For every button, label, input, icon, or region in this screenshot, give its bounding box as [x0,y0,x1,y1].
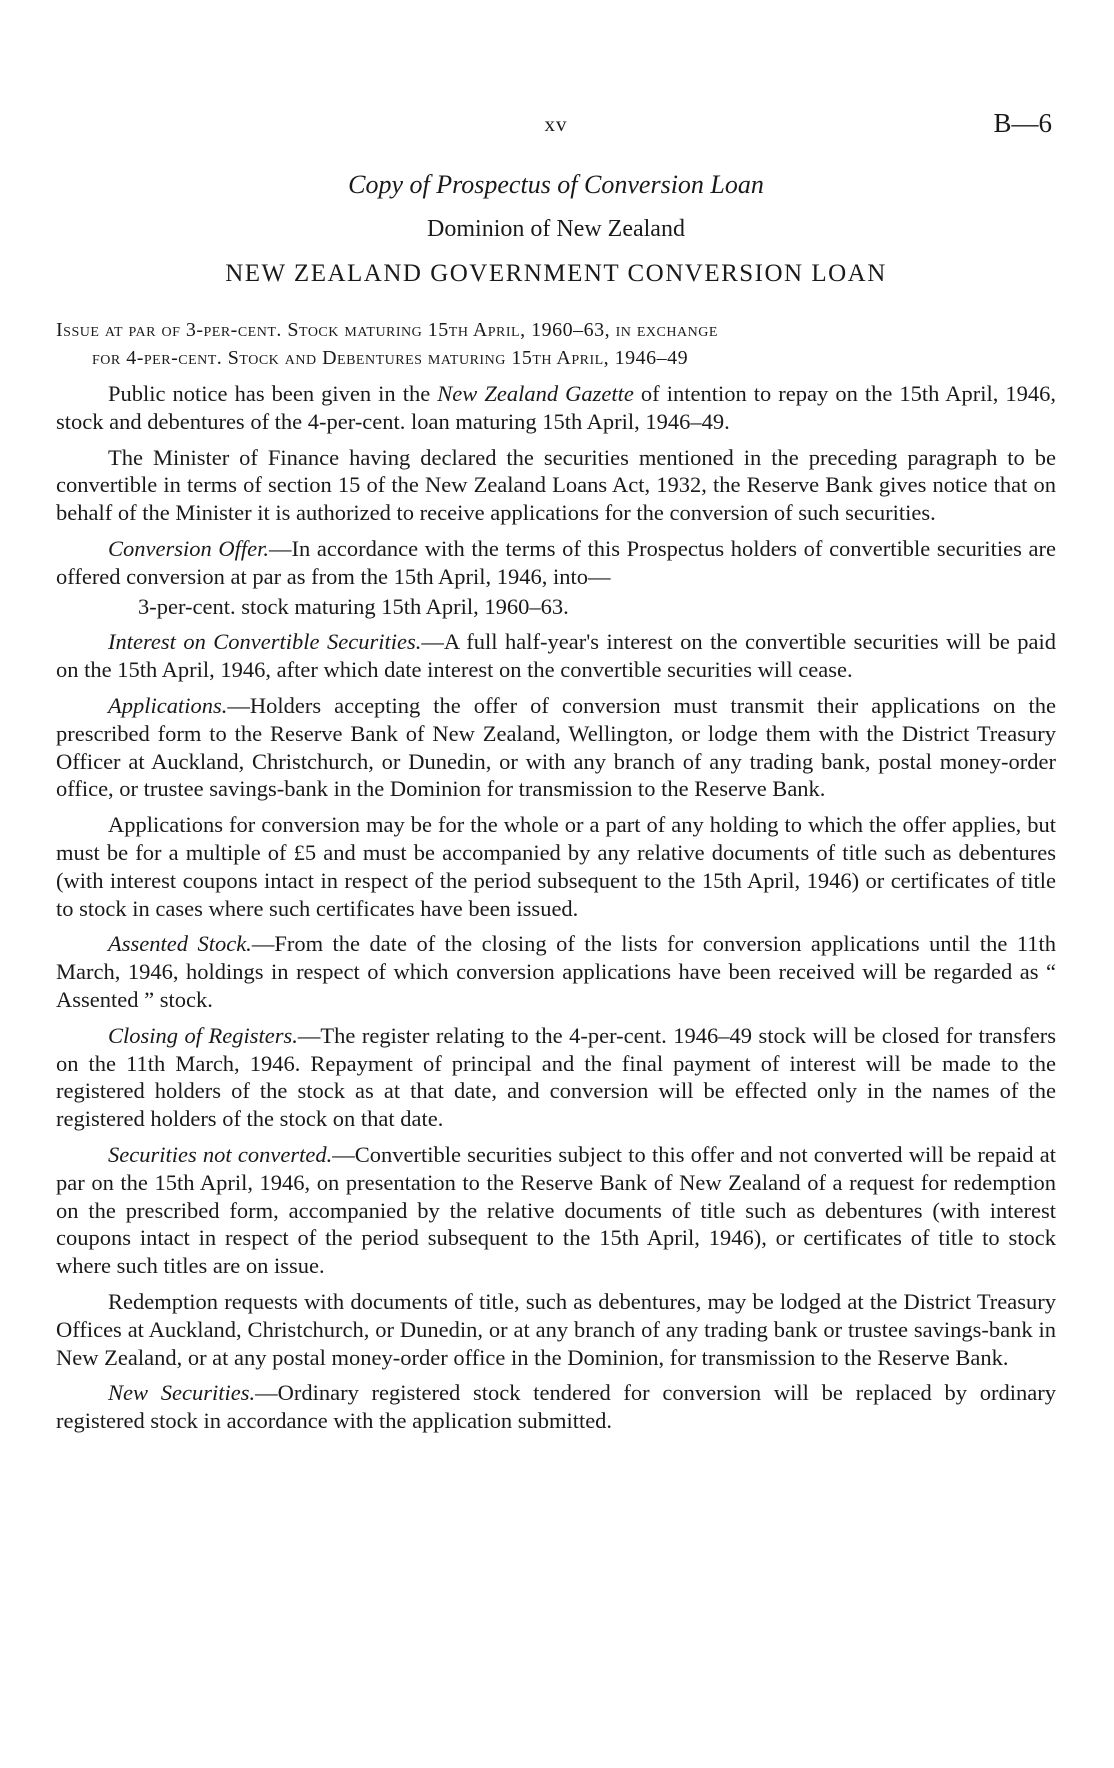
section-heading: Closing of Registers. [108,1022,298,1048]
document-code: B—6 [993,108,1052,138]
paragraph-text: Applications for conversion may be for the whole or a part of any holding to which the offer applies, but must be for a multiple of £5 and must be accompanied by any relative documents of title such as debentures (with interest coupons intact in respect of the period subsequent to the 15th April, 1946) or certificates of title to stock in cases where such certificates have been issued. [56,812,1056,921]
paragraph-redemption-requests [56,1288,1056,1371]
paragraph-text: Redemption requests with documents of title, such as debentures, may be lodged at the District Treasury Offices at Auckland, Christchurch, or Dunedin, or at any branch of any trading bank or trustee savings-bank in New Zealand, or at any postal money-order office in the Dominion, for transmission to the Reserve Bank. [56,1288,1056,1370]
dominion-subheading: Dominion of New Zealand [427,216,685,242]
issue-heading-line-1: Issue at par of 3-per-cent. Stock maturing 15th April, 1960–63, in exchange [56,319,718,341]
prospectus-heading: Copy of Prospectus of Conversion Loan [348,170,764,199]
paragraph-text: Public notice has been given in the [108,381,438,406]
paragraph-text: —The register relating to the 4-per-cent. 1946–49 stock will be closed for transfers on the 11th March, 1946. Repayment of principal and the final payment of interest will be made to the registered holders of the stock as at that date, and conversion will be effected only in the names of the registered holders of the stock on that date. [56,1022,1056,1132]
paragraph-interest [56,628,1056,684]
gazette-title: New Zealand Gazette [437,381,634,406]
document-page [56,0,1056,1768]
paragraph-minister [56,444,1056,527]
paragraph-closing-registers [56,1022,1056,1133]
section-heading: Applications. [108,692,228,718]
prospectus-body [56,380,1056,1443]
conversion-item: 3-per-cent. stock maturing 15th April, 1960–63. [138,593,569,619]
paragraph-assented-stock [56,930,1056,1013]
paragraph-text: —A full half-year's interest on the convertible securities will be paid on the 15th April, 1946, after which date interest on the convertible securities will cease. [56,629,1056,683]
paragraph-conversion-offer [56,535,1056,591]
paragraph-text: The Minister of Finance having declared the securities mentioned in the preceding paragraph to be convertible in terms of section 15 of the New Zealand Loans Act, 1932, the Reserve Bank gives notice that on behalf of the Minister it is authorized to receive applications for the conversion of such securities. [56,444,1056,526]
issue-heading-line-2: for 4-per-cent. Stock and Debentures maturing 15th April, 1946–49 [92,347,689,369]
page-number: xv [544,112,568,136]
page-header [56,108,1056,142]
paragraph-text: —From the date of the closing of the lists for conversion applications until the 11th March, 1946, holdings in respect of which conversion applications have been received will be regarded as “ Assented ” stock. [56,931,1056,1012]
paragraph-text: —In accordance with the terms of this Prospectus holders of convertible securities are offered conversion at par as from the 15th April, 1946, into— [56,535,1056,589]
section-heading: Securities not converted. [108,1141,333,1167]
paragraph-application-amounts [56,811,1056,922]
paragraph-securities-not-converted [56,1141,1056,1280]
paragraph-text: —Convertible securities subject to this offer and not converted will be repaid at par on the 15th April, 1946, on presentation to the Reserve Bank of New Zealand of a request for redemption on the prescribed form, accompanied by the relative documents of title such as debentures (with interest coupons intact in respect of the period subsequent to the 15th April, 1946), or certificates of title to stock where such titles are on issue. [56,1141,1056,1279]
section-heading: Interest on Convertible Securities. [108,629,422,655]
issue-heading [56,316,1056,372]
paragraph-text: of intention to repay on the 15th April, 1946, stock and debentures of the 4-per-cent. loan maturing 15th April, 1946–49. [56,381,1057,434]
main-title: NEW ZEALAND GOVERNMENT CONVERSION LOAN [225,260,887,287]
paragraph-text: —Ordinary registered stock tendered for conversion will be replaced by ordinary registered stock in accordance with the application submitted. [56,1380,1056,1434]
paragraph-text: —Holders accepting the offer of conversion must transmit their applications on the prescribed form to the Reserve Bank of New Zealand, Wellington, or lodge them with the District Treasury Officer at Auckland, Christchurch, or Dunedin, or with any branch of any trading bank, postal money-order office, or trustee savings-bank in the Dominion for transmission to the Reserve Bank. [56,692,1056,802]
paragraph-public-notice [56,380,1056,436]
paragraph-applications [56,692,1056,803]
section-heading: New Securities. [108,1380,256,1406]
section-heading: Conversion Offer. [108,535,270,561]
section-heading: Assented Stock. [108,931,252,957]
paragraph-new-securities [56,1379,1056,1435]
